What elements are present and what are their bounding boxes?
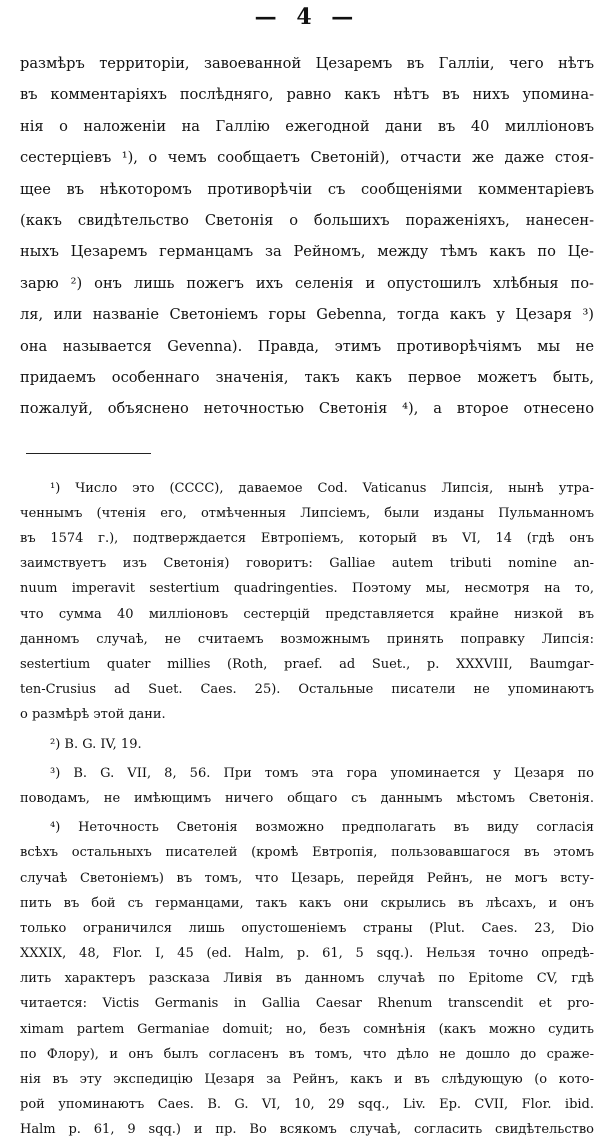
- footnote-line: что сумма 40 милліоновъ сестерцій представляется крайне низкой въ: [20, 606, 594, 622]
- text-line: сестерціевъ ¹), о чемъ сообщаетъ Светоній), отчасти же даже стоя-: [20, 149, 594, 167]
- footnote-line: по Флору), и онъ былъ согласенъ въ томъ, что дѣло не дошло до сраже-: [20, 1046, 594, 1062]
- footnote-line: ¹) Число это (CCCC), даваемое Cod. Vaticanus Липсія, нынѣ утра-: [50, 480, 594, 496]
- footnote-line: поводамъ, не имѣющимъ ничего общаго съ даннымъ мѣстомъ Светонія.: [20, 790, 594, 806]
- footnote-line: ченнымъ (чтенія его, отмѣченныя Липсіемъ, были изданы Пульманномъ: [20, 505, 594, 521]
- footnote-line: sestertium quater millies (Roth, praef. ad Suet., p. XXXVIII, Baumgar-: [20, 657, 594, 672]
- footnote-line: всѣхъ остальныхъ писателей (кромѣ Евтропія, пользовавшагося въ этомъ: [20, 845, 594, 861]
- footnote-line: nuum imperavit sestertium quadringenties. Поэтому мы, несмотря на то,: [20, 581, 594, 597]
- main-text: [20, 48, 594, 425]
- text-line: пожалуй, объяснено неточностью Светонія ⁴), а второе отнесено: [20, 400, 594, 418]
- page-number: — 4 —: [254, 4, 360, 30]
- text-line: ныхъ Цезаремъ германцамъ за Рейномъ, между тѣмъ какъ по Це-: [20, 243, 594, 261]
- footnote-2: [20, 732, 594, 757]
- footnote-line: ³) B. G. VII, 8, 56. При томъ эта гора упоминается у Цезаря по: [50, 765, 594, 781]
- text-line: (какъ свидѣтельство Светонія о большихъ пораженіяхъ, нанесен-: [20, 211, 594, 229]
- footnote-3: [20, 761, 594, 811]
- footnote-line: только ограничился лишь опустошеніемъ страны (Plut. Caes. 23, Dio: [20, 920, 594, 936]
- footnote-line: ten-Crusius ad Suet. Caes. 25). Остальные писатели не упоминаютъ: [20, 682, 594, 698]
- footnote-line: о размѣрѣ этой дани.: [20, 707, 166, 723]
- text-line: въ комментаріяхъ послѣдняго, равно какъ нѣтъ въ нихъ упомина-: [20, 86, 594, 104]
- footnote-line: лить характеръ разсказа Ливія въ данномъ случаѣ по Epitome CV, гдѣ: [20, 971, 594, 987]
- footnote-line: ⁴) Неточность Светонія возможно предполагать въ виду согласія: [50, 820, 594, 836]
- text-line: придаемъ особеннаго значенія, такъ какъ первое можетъ быть,: [20, 368, 594, 386]
- footnote-line: въ 1574 г.), подтверждается Евтропіемъ, который въ VI, 14 (гдѣ онъ: [20, 531, 594, 547]
- text-line: зарю ²) онъ лишь пожегъ ихъ селенія и опустошилъ хлѣбныя по-: [20, 274, 594, 292]
- text-line: она называется Gevenna). Правда, этимъ противорѣчіямъ мы не: [20, 337, 594, 355]
- footnote-line: Halm p. 61, 9 sqq.) и пр. Во всякомъ случаѣ, согласить свидѣтельство: [20, 1122, 594, 1138]
- footnotes: [20, 476, 594, 1143]
- footnote-line: ximam partem Germaniae domuit; но, безъ сомнѣнія (какъ можно судить: [20, 1021, 594, 1037]
- footnote-line: ²) B. G. IV, 19.: [50, 736, 142, 752]
- footnote-line: читается: Victis Germanis in Gallia Caesar Rhenum transcendit et pro-: [20, 996, 594, 1012]
- text-line: щее въ нѣкоторомъ противорѣчіи съ сообщеніями комментаріевъ: [20, 180, 594, 198]
- footnote-line: нія въ эту экспедицію Цезаря за Рейнъ, какъ и въ слѣдующую (о кото-: [20, 1072, 594, 1087]
- footnote-line: XXXIX, 48, Flor. I, 45 (ed. Halm, p. 61, 5 sqq.). Нельзя точно опредѣ-: [20, 946, 594, 962]
- footnote-line: заимствуетъ изъ Светонія) говоритъ: Galliae autem tributi nomine an-: [20, 556, 594, 572]
- footnote-line: пить въ бой съ германцами, такъ какъ они скрылись въ лѣсахъ, и онъ: [20, 895, 594, 911]
- footnote-line: данномъ случаѣ, не считаемъ возможнымъ принять поправку Липсія:: [20, 631, 594, 647]
- footnote-line: рой упоминаютъ Caes. B. G. VI, 10, 29 sqq., Liv. Ep. CVII, Flor. ibid.: [20, 1097, 594, 1113]
- text-line: нія о наложеніи на Галлію ежегодной дани въ 40 милліоновъ: [20, 117, 594, 135]
- footnote-4: [20, 815, 594, 1142]
- footnote-divider: [26, 453, 151, 454]
- text-line: размѣръ территоріи, завоеванной Цезаремъ въ Галліи, чего нѣтъ: [20, 55, 594, 72]
- footnote-1: [20, 476, 594, 728]
- footnote-line: случаѣ Светоніемъ) въ томъ, что Цезарь, перейдя Рейнъ, не могъ всту-: [20, 870, 594, 886]
- text-line: ля, или названіе Светоніемъ горы Gebenna, тогда какъ у Цезаря ³): [20, 306, 594, 324]
